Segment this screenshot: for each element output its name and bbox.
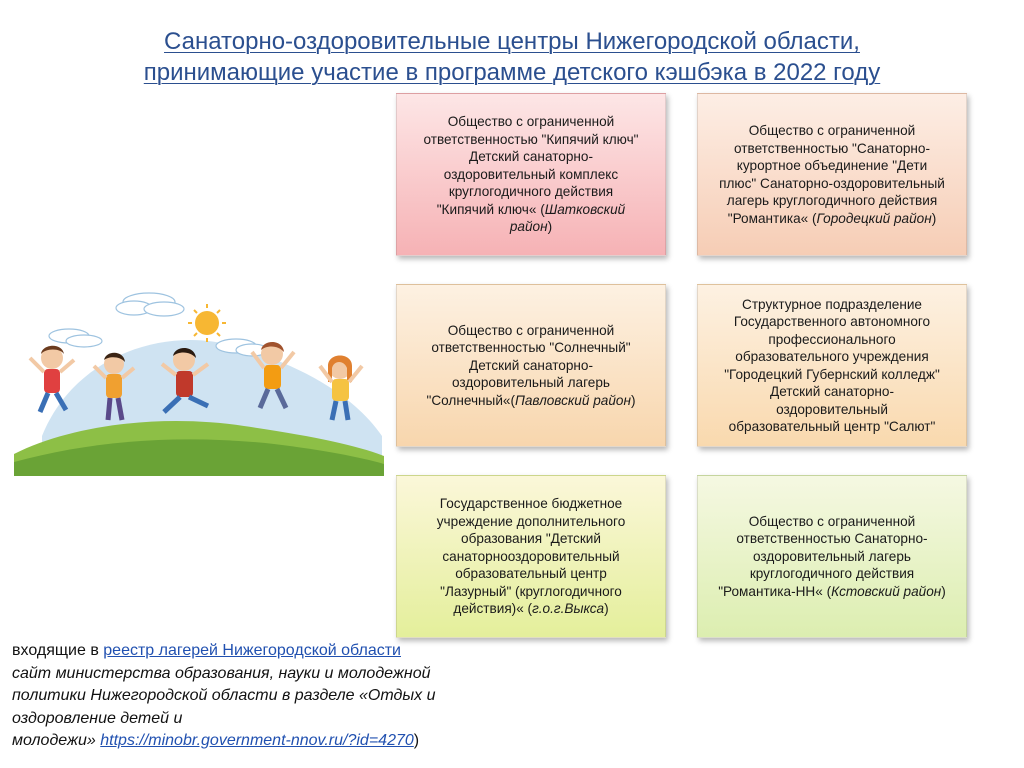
card-line: Общество с ограниченной	[447, 322, 615, 338]
minobr-url-link[interactable]	[100, 732, 414, 749]
card-line: Детский санаторно-	[468, 357, 593, 373]
card-lazurny	[396, 475, 666, 638]
footer-text: политики Нижегородской области в разделе «Отдых и	[12, 687, 436, 704]
camp-name: "Солнечный«(	[426, 392, 516, 408]
card-line: ответственностью "Санаторно-	[734, 140, 930, 156]
title-line-1[interactable]: Санаторно-оздоровительные центры Нижегородской области,	[164, 28, 860, 55]
footer-text: молодежи»	[12, 732, 101, 749]
camp-name: действия)« (	[453, 601, 533, 617]
card-line: плюс" Санаторно-оздоровительный	[719, 175, 945, 191]
card-text	[427, 322, 636, 410]
camp-name: "Кипячий ключ« (	[436, 201, 545, 217]
footer-line-5	[12, 730, 532, 753]
footer-prefix: входящие в	[12, 642, 104, 659]
card-line: круглогодичного действия	[749, 566, 915, 582]
footer-note	[12, 640, 532, 753]
district: Павловский район	[515, 392, 631, 408]
paren: )	[547, 219, 553, 235]
paren: )	[413, 732, 420, 749]
card-line	[718, 583, 946, 601]
card-line: оздоровительный лагерь	[452, 375, 610, 391]
card-line: Общество с ограниченной	[447, 114, 615, 130]
card-line: ответственностью Санаторно-	[736, 531, 928, 547]
district: Кстовский район	[831, 583, 942, 599]
card-romantika-nn	[697, 475, 967, 638]
card-line: ответственностью "Кипячий ключ"	[423, 131, 639, 147]
card-line: профессионального	[768, 331, 896, 347]
card-line: Государственного автономного	[733, 314, 931, 329]
camp-name: "Романтика« (	[727, 210, 817, 226]
card-line: Государственное бюджетное	[439, 496, 623, 512]
url-text[interactable]: https://minobr.government-nnov.ru/?id=4270	[100, 732, 414, 749]
paren: )	[630, 392, 636, 408]
card-line: оздоровительный комплекс	[443, 166, 619, 182]
card-line: ответственностью "Солнечный"	[431, 340, 631, 356]
card-kipyachiy-klyuch	[396, 93, 666, 256]
card-text	[424, 113, 639, 236]
card-text	[437, 495, 626, 618]
card-line: Детский санаторно-	[769, 384, 894, 399]
jumping-children-illustration	[14, 286, 384, 476]
district: г.о.г.Выкса	[532, 601, 605, 617]
card-line: Детский санаторно-	[468, 149, 593, 165]
card-line: "Лазурный" (круглогодичного	[440, 583, 622, 599]
district: Городецкий район	[816, 210, 932, 226]
card-line: Структурное подразделение	[742, 296, 922, 312]
footer-line-2	[12, 663, 532, 686]
card-line: лагерь круглогодичного действия	[726, 193, 938, 208]
card-line: оздоровительный	[776, 401, 888, 417]
card-text	[724, 296, 940, 436]
sun-icon	[188, 304, 226, 342]
district: район	[509, 219, 548, 235]
card-line	[437, 600, 626, 618]
page-title[interactable]	[0, 26, 1024, 88]
card-line: санаторнооздоровительный	[442, 548, 620, 564]
card-line	[424, 201, 639, 219]
footer-line-1	[12, 640, 532, 663]
card-line	[719, 210, 945, 228]
footer-line-3	[12, 685, 532, 708]
card-line: оздоровительный лагерь	[753, 548, 911, 564]
card-line: "Городецкий Губернский колледж"	[724, 366, 940, 382]
paren: )	[931, 210, 937, 226]
card-line	[427, 392, 636, 410]
card-line: круглогодичного действия	[448, 184, 614, 200]
footer-text: сайт министерства образования, науки и молодежной	[12, 664, 431, 682]
card-text	[719, 122, 945, 227]
card-text	[718, 513, 946, 601]
card-line: образования "Детский	[461, 531, 601, 547]
card-line: образовательный центр "Салют"	[728, 419, 936, 434]
title-line-2[interactable]: принимающие участие в программе детского кэшбэка в 2022 году	[143, 59, 881, 86]
registry-link[interactable]: реестр лагерей Нижегородской области	[103, 642, 401, 659]
district: Шатковский	[544, 201, 626, 217]
card-line: Общество с ограниченной	[748, 513, 916, 529]
card-romantika-gorodets	[697, 93, 967, 256]
card-line	[424, 218, 639, 236]
paren: )	[941, 583, 946, 599]
card-solnechny	[396, 284, 666, 447]
card-line: курортное объединение "Дети	[736, 158, 928, 173]
card-line: образовательный центр	[455, 566, 607, 582]
camp-name: "Романтика-НН« (	[718, 583, 832, 599]
paren: )	[604, 601, 609, 617]
footer-line-4	[12, 708, 532, 731]
card-line: образовательного учреждения	[735, 349, 929, 364]
footer-text: оздоровление детей и	[12, 709, 183, 727]
card-line: учреждение дополнительного	[436, 513, 626, 529]
card-salyut	[697, 284, 967, 447]
card-line: Общество с ограниченной	[748, 123, 916, 138]
